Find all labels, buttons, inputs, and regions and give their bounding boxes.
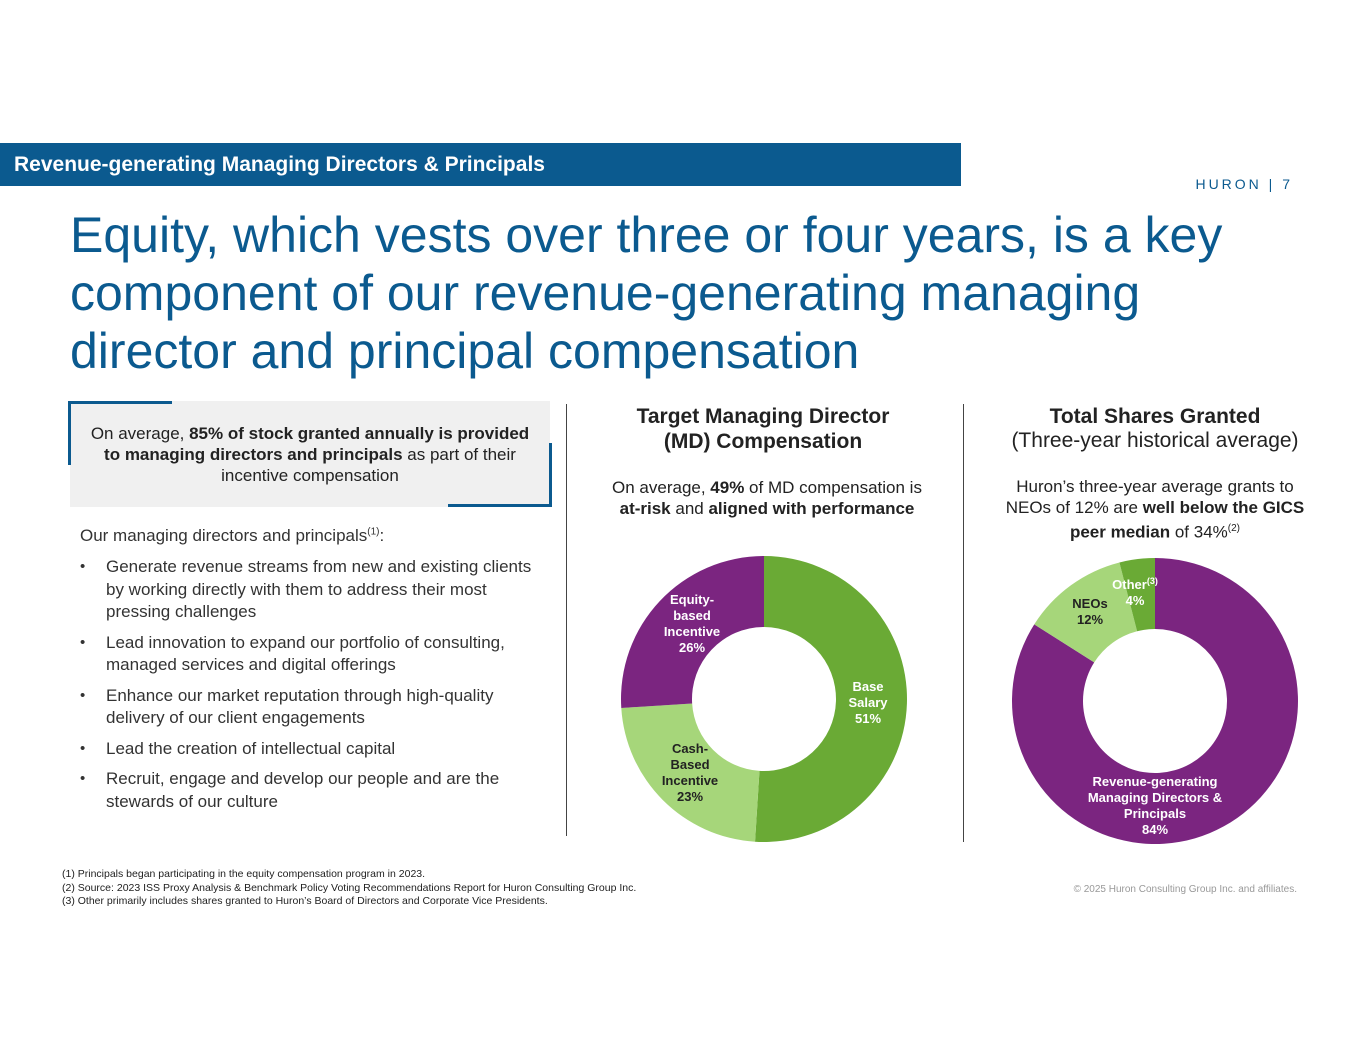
footnote: (2) Source: 2023 ISS Proxy Analysis & Benchmark Policy Voting Recommendations Report for Huron Consulting Group Inc. [62, 881, 637, 894]
shares-chart-title: Total Shares Granted [1049, 405, 1261, 428]
md-desc-at-risk: at-risk [619, 499, 671, 518]
shares-desc-line1: Huron’s three-year average grants to [1016, 477, 1294, 496]
md-chart-title-line1: Target Managing Director [636, 405, 890, 428]
footnote: (1) Principals began participating in the equity compensation program in 2023. [62, 868, 426, 880]
bullets-intro [80, 526, 384, 546]
column-divider [566, 404, 567, 836]
md-chart-description [582, 477, 952, 519]
slice-label: Equity-based Incentive 26% [663, 592, 721, 655]
md-chart-title-line2: (MD) Compensation [663, 430, 863, 453]
shares-chart-subtitle: (Three-year historical average) [1011, 429, 1299, 452]
footnote: (3) Other primarily includes shares granted to Huron’s Board of Directors and Corporate Vice Presidents. [62, 895, 548, 907]
callout-text-bold: 85% of stock granted annually is provided to managing directors and principals [104, 424, 530, 464]
shares-desc-bold1: well below the GICS [1142, 498, 1305, 517]
list-item: • Lead the creation of intellectual capital [80, 738, 540, 761]
list-item: • Recruit, engage and develop our people and are the stewards of our culture [80, 768, 540, 813]
shares-chart-description [975, 476, 1335, 543]
callout-bracket [549, 443, 552, 507]
intro-footnote-ref: (1) [367, 526, 380, 538]
page-title: Equity, which vests over three or four years, is a key component of our revenue-generating managing director and principal compensation [70, 207, 1223, 379]
callout-box [70, 401, 550, 507]
slice-label: Cash-Based Incentive 23% [661, 741, 719, 804]
callout-bracket [448, 504, 552, 507]
section-banner: Revenue-generating Managing Directors & Principals [0, 143, 961, 186]
intro-suffix: : [379, 526, 385, 545]
md-compensation-donut-chart [618, 553, 910, 845]
footnotes [62, 868, 636, 909]
md-desc-percent: 49% [710, 478, 745, 497]
column-divider [963, 404, 964, 842]
md-desc-aligned: aligned with performance [708, 499, 915, 518]
shares-desc-bold2: peer median [1069, 522, 1171, 542]
callout-text-pre: On average, [90, 424, 190, 443]
shares-desc-post: of 34% [1170, 522, 1228, 542]
intro-text: Our managing directors and principals [80, 526, 368, 545]
callout-bracket [68, 401, 172, 404]
list-item: • Lead innovation to expand our portfolio of consulting, managed services and digital offerings [80, 632, 540, 677]
list-item: • Generate revenue streams from new and existing clients by working directly with them to address their most pressing challenges [80, 556, 540, 624]
bullet-list [80, 556, 540, 821]
copyright: © 2025 Huron Consulting Group Inc. and affiliates. [1073, 884, 1297, 895]
page-number: HURON | 7 [1195, 176, 1293, 192]
shares-desc-footnote-ref: (2) [1227, 523, 1241, 534]
slice-label: Other$^{(3)}$ 4% [1112, 576, 1158, 608]
slice-label: Revenue-generating Managing Directors & Principals 84% [1087, 774, 1223, 837]
list-item: • Enhance our market reputation through high-quality delivery of our client engagements [80, 685, 540, 730]
callout-bracket [68, 401, 71, 465]
md-desc-pre: On average, [612, 478, 711, 497]
shares-granted-donut-chart [1009, 555, 1301, 847]
slice-label: Base Salary 51% [848, 679, 888, 726]
md-chart-title [582, 404, 944, 454]
md-desc-mid: of MD compensation is [744, 478, 922, 497]
shares-desc-pre: NEOs of 12% are [1005, 498, 1143, 517]
callout-text-post: as part of their incentive compensation [221, 445, 516, 485]
md-desc-and: and [670, 499, 709, 518]
slice-label: NEOs 12% [1072, 596, 1108, 627]
